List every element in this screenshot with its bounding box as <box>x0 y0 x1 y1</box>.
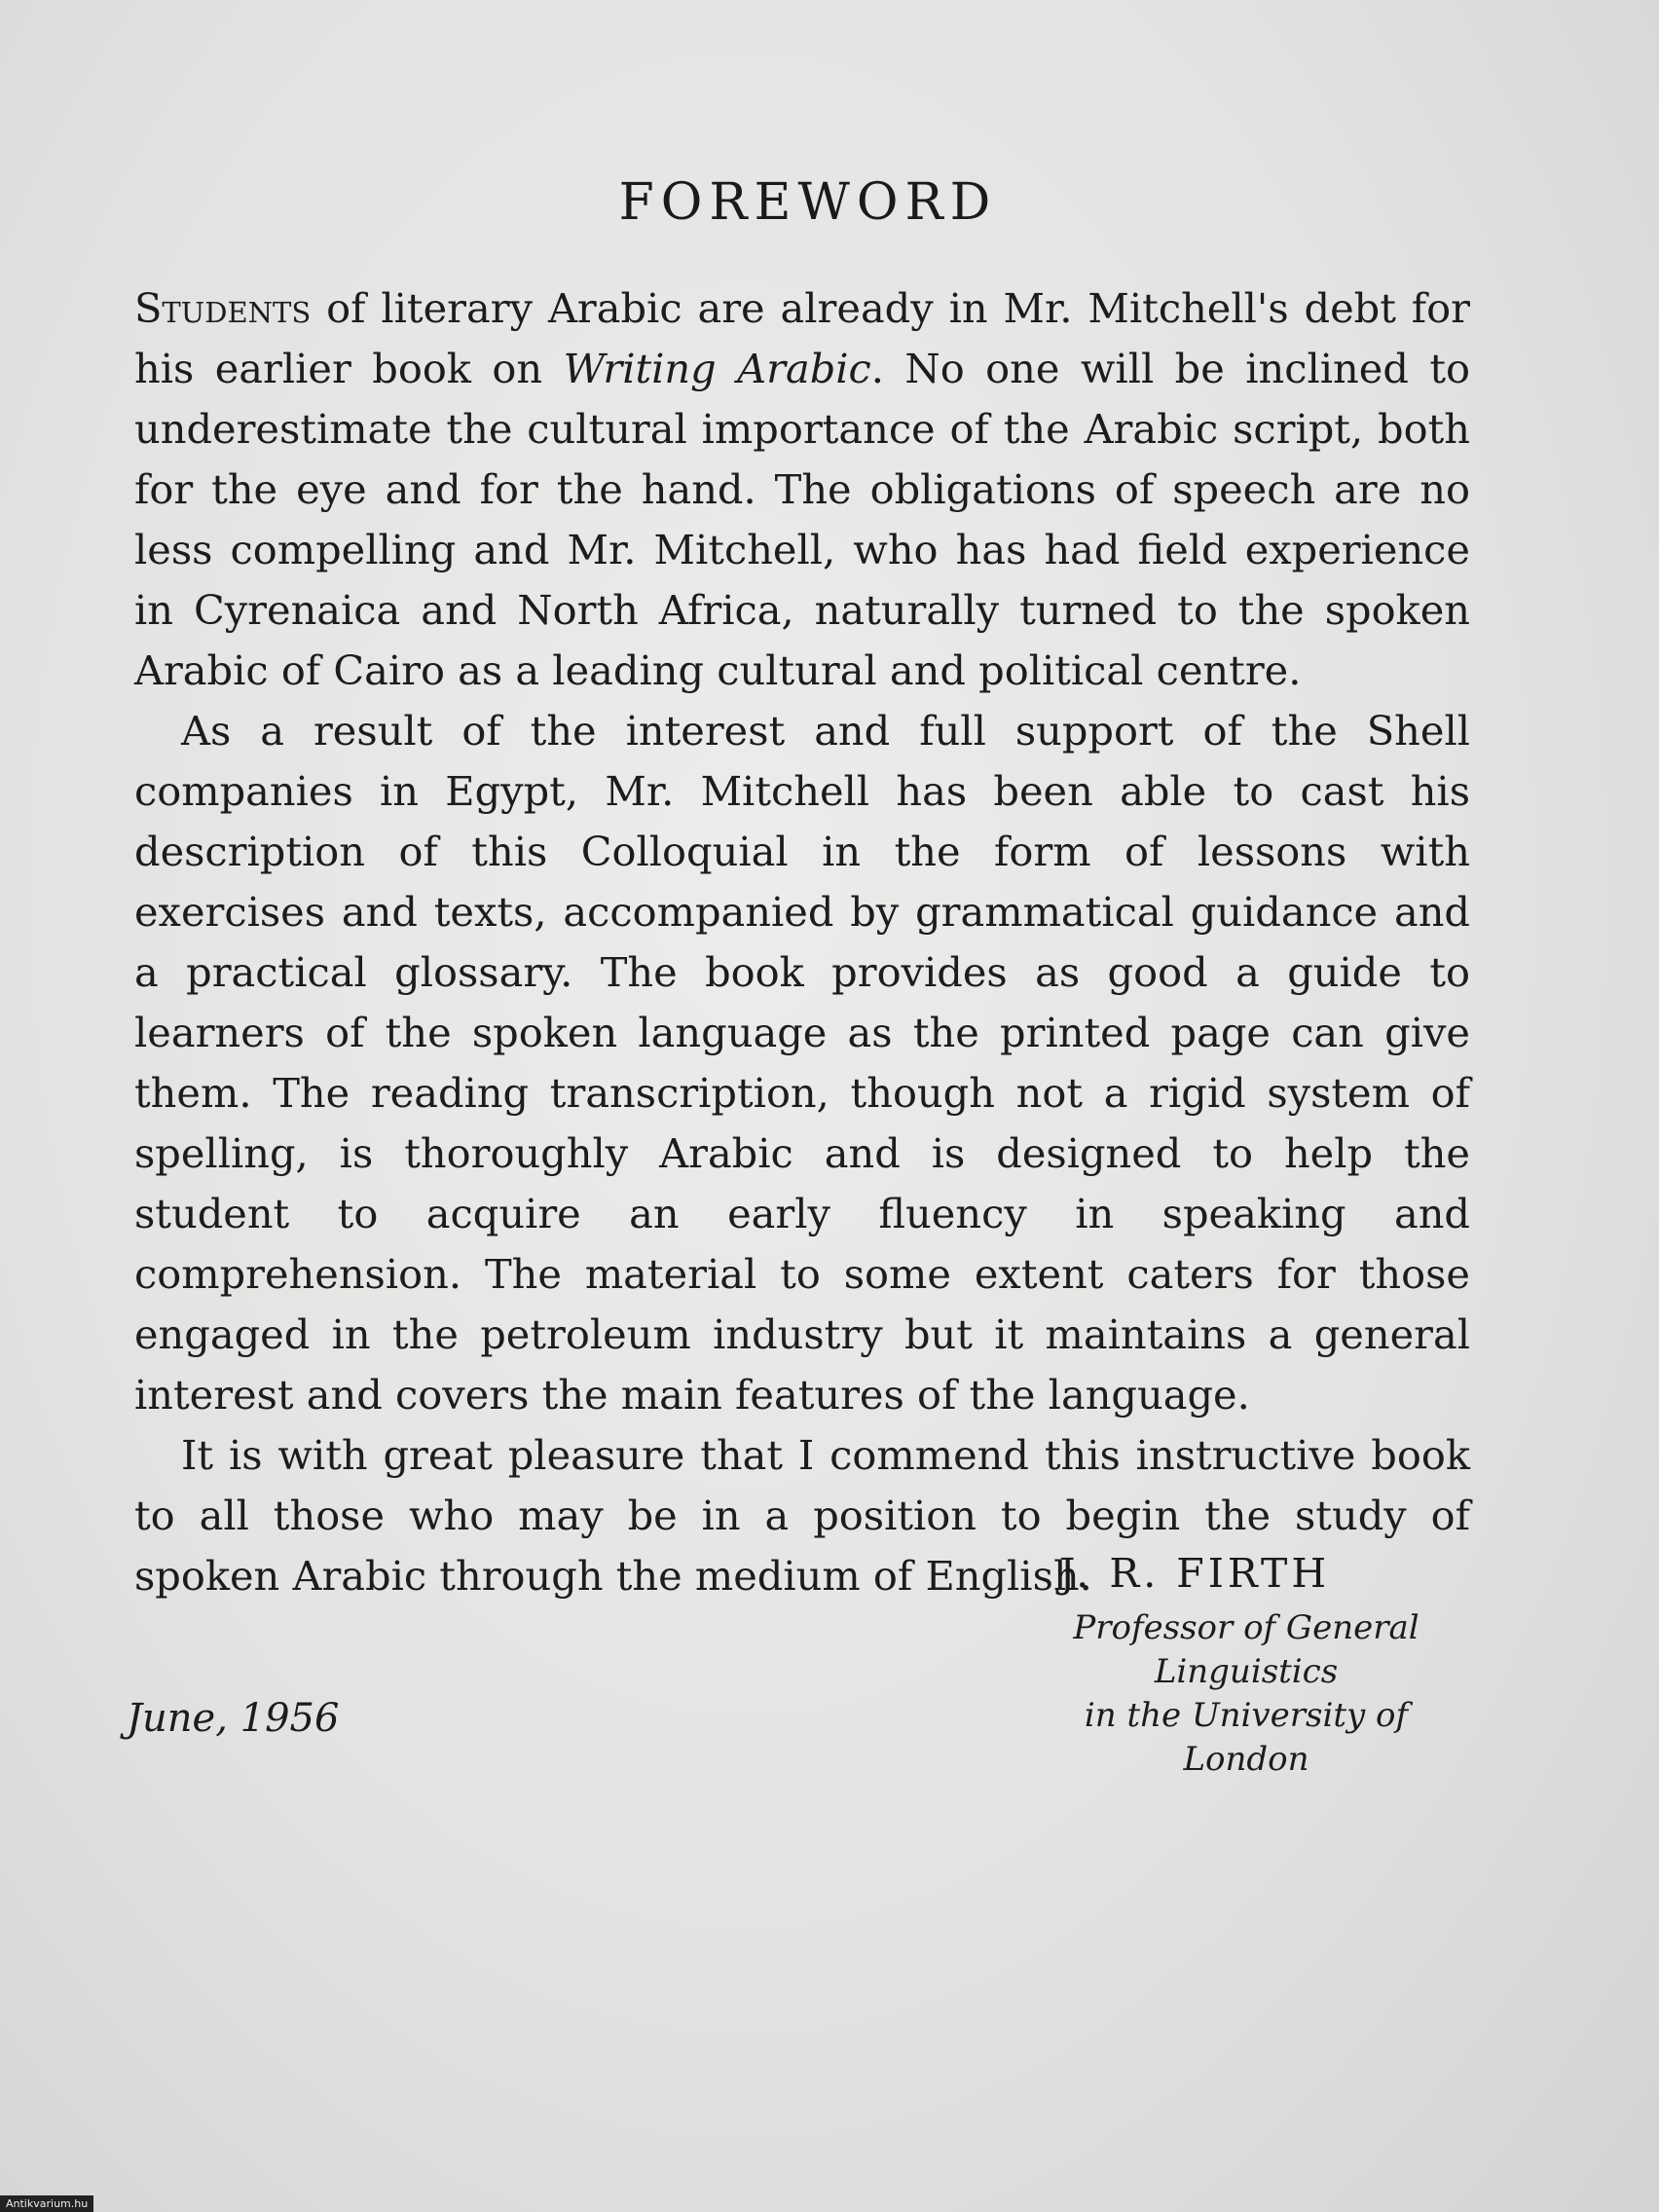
watermark: Antikvarium.hu <box>0 2195 93 2212</box>
paragraph-2: As a result of the interest and full support of the Shell companies in Egypt, Mr. Mitchell has been able to cast his description of this Colloquial in the form of lessons with exercises and texts, accompanied by grammatical guidance and a practical glossary. The book provides as good a guide to learners of the spoken language as the printed page can give them. The reading transcription, though not a rigid system of spelling, is thoroughly Arabic and is designed to help the student to acquire an early fluency in speaking and comprehension. The material to some extent caters for those engaged in the petroleum industry but it maintains a general interest and covers the main features of the language. <box>134 707 1470 1419</box>
paragraph-1-text-a: of literary Arabic are already in Mr. Mitchell's debt for his earlier book on <box>134 284 1470 392</box>
paragraph-1 <box>134 278 1470 701</box>
signatory-name: J. R. FIRTH <box>1059 1550 1331 1597</box>
book-title-writing-arabic: Writing Arabic <box>563 345 871 392</box>
signature-block <box>1022 1550 1470 1782</box>
paragraph-3: It is with great pleasure that I commend this instructive book to all those who may be in a position to begin the study of spoken Arabic through the medium of English. <box>134 1431 1470 1600</box>
foreword-body <box>134 278 1470 1606</box>
page-title: FOREWORD <box>618 173 998 232</box>
paragraph-1-lead: Students <box>134 284 312 332</box>
paragraph-1-text-b: . No one will be inclined to underestimate the cultural importance of the Arabic script, both for the eye and for the hand. The obligations of speech are no less compelling and Mr. Mitchell, who has had field experience in Cyrenaica and North Africa, naturally turned to the spoken Arabic of Cairo as a leading cultural and political centre. <box>134 345 1471 694</box>
foreword-date: June, 1956 <box>127 1696 340 1741</box>
signatory-position-line-1: Professor of General Linguistics <box>1073 1608 1419 1691</box>
signatory-position-line-2: in the University of London <box>1084 1696 1409 1779</box>
